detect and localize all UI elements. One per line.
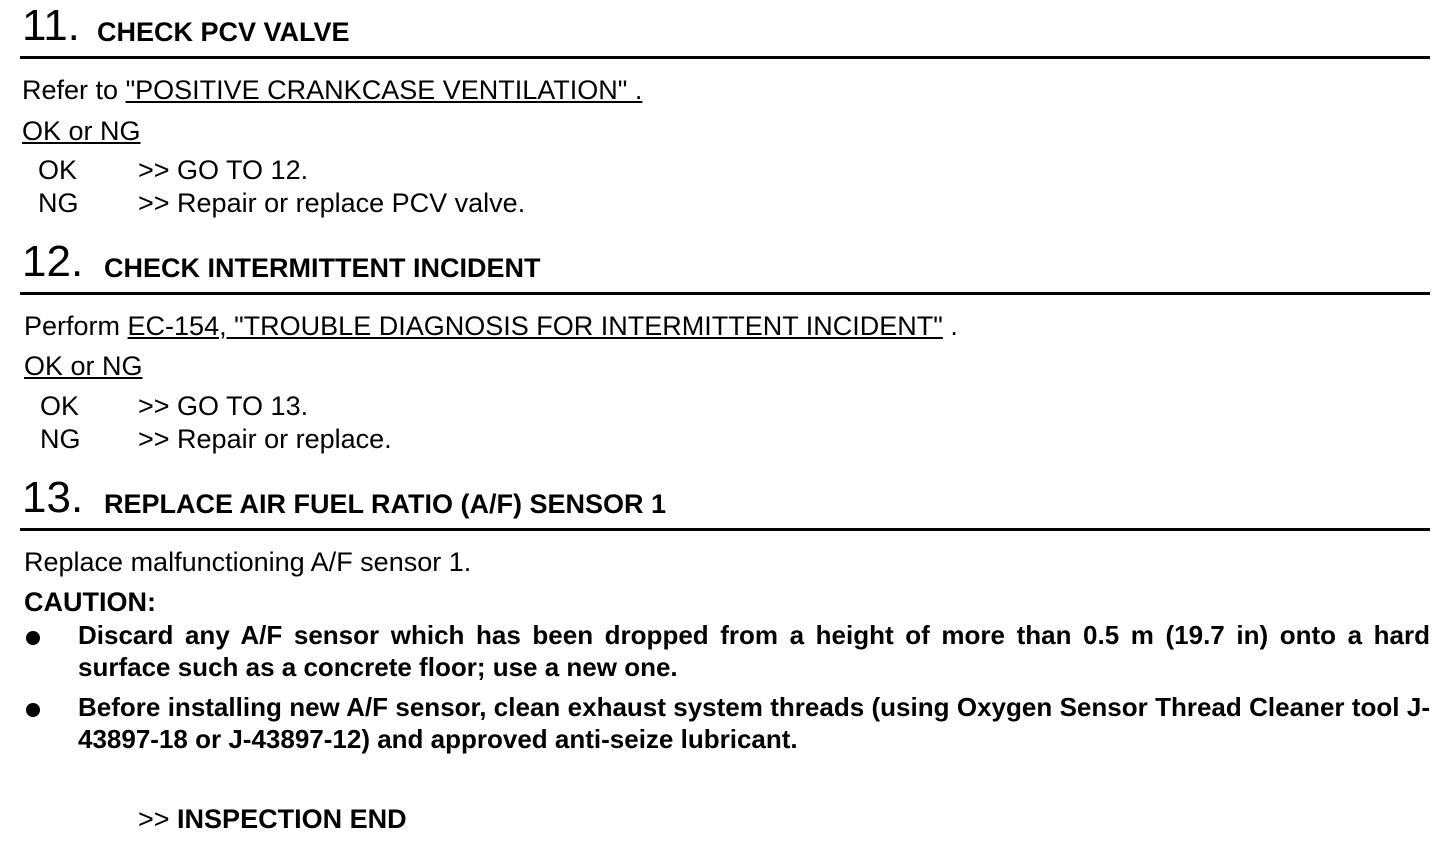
step-title: CHECK PCV VALVE [97,17,350,47]
step-header [20,473,1430,531]
end-label: INSPECTION END [177,804,407,834]
ok-or-ng-link[interactable]: OK or NG [24,351,143,381]
step-header [20,237,1430,295]
step-number: 13. [22,473,84,522]
result-code: OK [40,391,80,421]
bullet-icon [26,631,40,645]
step-number: 12. [22,237,84,286]
instruction-line [22,75,642,105]
result-code: NG [38,188,79,218]
caution-text: Discard any A/F sensor which has been dropped from a height of more than 0.5 m (19.7 in) onto a hard surface such as a concrete floor; use a new one. [78,620,1430,682]
step-title: CHECK INTERMITTENT INCIDENT [104,253,541,283]
caution-label: CAUTION: [24,587,156,617]
result-action: >> GO TO 12. [138,155,309,185]
step-number: 11. [22,1,80,50]
instruction-line: Replace malfunctioning A/F sensor 1. [24,547,472,577]
ok-or-ng-link[interactable]: OK or NG [22,116,141,146]
end-prefix: >> [138,804,178,834]
result-code: NG [40,424,81,454]
trouble-diagnosis-link[interactable]: EC-154, "TROUBLE DIAGNOSIS FOR INTERMITTENT INCIDENT" [127,311,943,341]
inspection-end [138,804,407,834]
step-title: REPLACE AIR FUEL RATIO (A/F) SENSOR 1 [104,489,667,519]
instruction-prefix: Refer to [22,75,119,105]
step-header [20,1,1430,59]
caution-text: Before installing new A/F sensor, clean exhaust system threads (using Oxygen Sensor Thread Cleaner tool J-43897-18 or J-43897-12) and approved anti-seize lubricant. [78,692,1430,754]
result-action: >> Repair or replace. [138,424,392,454]
instruction-suffix: . [942,311,958,341]
instruction-prefix: Perform [24,311,121,341]
result-code: OK [38,155,78,185]
result-action: >> Repair or replace PCV valve. [138,188,526,218]
step-13 [20,473,1430,834]
step-11 [20,1,1430,218]
positive-crankcase-ventilation-link[interactable]: "POSITIVE CRANKCASE VENTILATION" . [125,75,643,105]
instruction-line [24,311,958,341]
caution-item [24,619,1430,683]
caution-item [24,691,1430,755]
result-action: >> GO TO 13. [138,391,309,421]
bullet-icon [26,703,40,717]
step-12 [20,237,1430,454]
